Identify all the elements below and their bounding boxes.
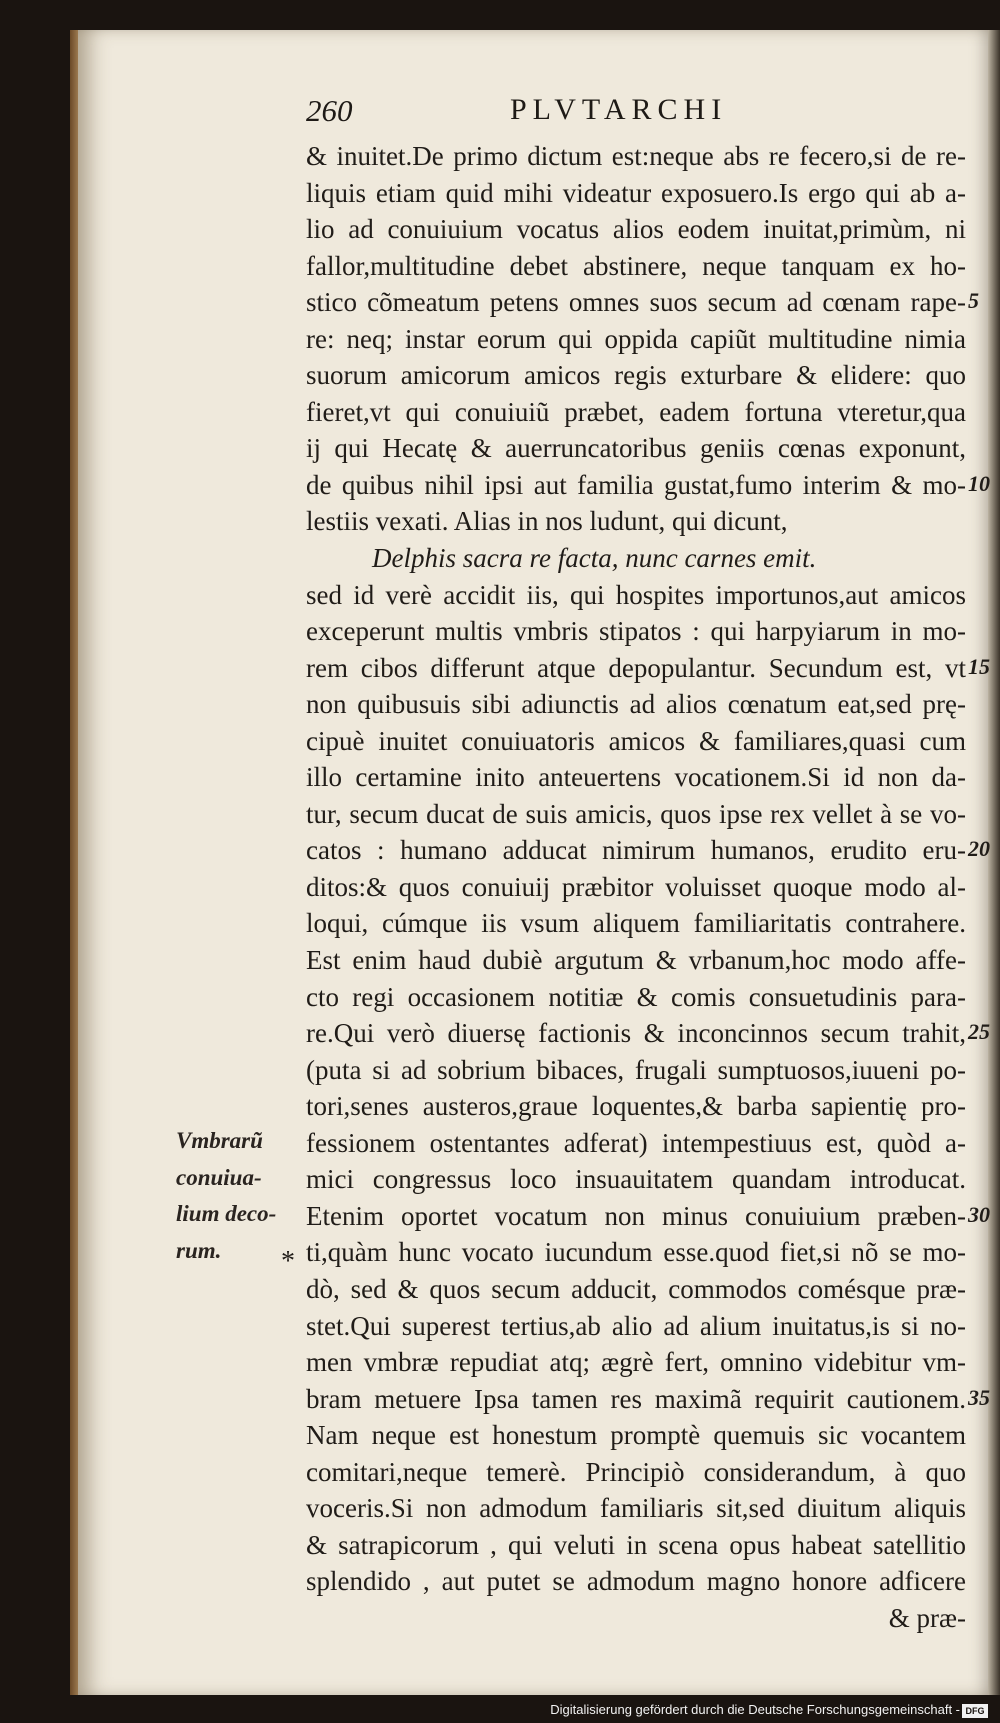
- text-line: cipuè inuitet conuiuatoris amicos & familiares,quasi cum: [306, 725, 966, 756]
- body-text: [306, 138, 966, 1636]
- marginal-note-line: Vmbrarũ: [176, 1128, 263, 1153]
- text-line: stet.Qui superest tertius,ab alio ad alium inuitatus,is si no-: [306, 1310, 966, 1341]
- text-line: re.Qui verò diuersę factionis & inconcinnos secum trahit,: [306, 1018, 966, 1049]
- line-number: 5: [968, 288, 979, 314]
- dfg-logo: DFG: [962, 1704, 988, 1718]
- marginal-note-line: rum.: [176, 1237, 222, 1263]
- text-line: ti,quàm hunc vocato iucundum esse.quod fiet,si nõ se mo-: [306, 1237, 966, 1268]
- text-line: (puta si ad sobrium bibaces, frugali sumptuosos,iuueni po-: [306, 1054, 966, 1085]
- text-line: Est enim haud dubiè argutum & vrbanum,hoc modo affe-: [306, 945, 966, 976]
- line-number: 15: [968, 653, 990, 679]
- text-line: Etenim oportet vocatum non minus conuiuium præben-: [306, 1200, 966, 1231]
- line-number: 10: [968, 470, 990, 496]
- marginal-note-line: lium deco-: [176, 1201, 277, 1227]
- footer-text: Digitalisierung gefördert durch die Deutsche Forschungsgemeinschaft -: [550, 1702, 960, 1717]
- text-line: suorum amicorum amicos regis exturbare & elidere: quo: [306, 360, 966, 391]
- text-line: tur, secum ducat de suis amicis, quos ipse rex vellet à se vo-: [306, 798, 966, 829]
- line-number: 20: [968, 836, 990, 862]
- text-line: illo certamine inito anteuertens vocationem.Si id non da-: [306, 762, 966, 793]
- text-line: liquis etiam quid mihi videatur exposuero.Is ergo qui ab a-: [306, 177, 966, 208]
- text-line: men vmbræ repudiat atq; ægrè fert, omnino videbitur vm-: [306, 1347, 966, 1378]
- text-line: loqui, cúmque iis vsum aliquem familiaritatis contrahere.: [306, 908, 966, 939]
- page-number: 260: [306, 93, 353, 128]
- text-line: ij qui Hecatę & auerruncatoribus geniis cœnas exponunt,: [306, 433, 966, 464]
- text-line: & satrapicorum , qui veluti in scena opus habeat satellitio: [306, 1529, 966, 1560]
- text-line: bram metuere Ipsa tamen res maximã requirit cautionem.: [306, 1383, 966, 1414]
- line-number: 30: [968, 1201, 990, 1227]
- text-line: catos : humano adducat nimirum humanos, erudito eru-: [306, 835, 966, 866]
- text-line: voceris.Si non admodum familiaris sit,sed diuitum aliquis: [306, 1493, 966, 1524]
- page-header: [0, 93, 1000, 133]
- text-line: non quibusuis sibi adiunctis ad alios cœnatum eat,sed prę-: [306, 689, 966, 720]
- marginal-note-line: conuiua-: [176, 1164, 262, 1190]
- text-line: re: neq; instar eorum qui oppida capiũt multitudine nimia: [306, 323, 966, 354]
- text-line: de quibus nihil ipsi aut familia gustat,fumo interim & mo-: [306, 469, 966, 500]
- line-number: 25: [968, 1019, 990, 1045]
- line-number: 35: [968, 1384, 990, 1410]
- text-line: Delphis sacra re facta, nunc carnes emit.: [372, 543, 817, 574]
- text-line: lio ad conuiuium vocatus alios eodem inuitat,primùm, ni: [306, 214, 966, 245]
- text-line: sed id verè accidit iis, qui hospites importunos,aut amicos: [306, 579, 966, 610]
- text-line: splendido , aut putet se admodum magno honore adficere: [306, 1566, 966, 1597]
- running-head: PLVTARCHI: [510, 93, 728, 126]
- page-edge: [988, 30, 1000, 1695]
- text-line: comitari,neque temerè. Principiò considerandum, à quo: [306, 1456, 966, 1487]
- text-line: Nam neque est honestum promptè quemuis sic vocantem: [306, 1420, 966, 1451]
- text-line: cto regi occasionem notitiæ & comis consuetudinis para-: [306, 981, 966, 1012]
- text-line: rem cibos differunt atque depopulantur. Secundum est, vt: [306, 652, 966, 683]
- digitization-footer: [0, 1702, 1000, 1722]
- text-line: mici congressus loco insuauitatem quandam introducat.: [306, 1164, 966, 1195]
- text-line: stico cõmeatum petens omnes suos secum ad cœnam rape-: [306, 287, 966, 318]
- text-line: fessionem ostentantes adferat) intempestiuus est, quòd a-: [306, 1127, 966, 1158]
- text-line: tori,senes austeros,graue loquentes,& barba sapientię pro-: [306, 1091, 966, 1122]
- text-line: dò, sed & quos secum adducit, commodos comésque præ-: [306, 1273, 966, 1304]
- text-line: ditos:& quos conuiuij præbitor voluisset quoque modo al-: [306, 871, 966, 902]
- asterisk-mark: *: [281, 1246, 295, 1277]
- text-line: fieret,vt qui conuiuiũ præbet, eadem fortuna vteretur,qua: [306, 396, 966, 427]
- text-line: lestiis vexati. Alias in nos ludunt, qui dicunt,: [306, 506, 788, 537]
- text-line: & inuitet.De primo dictum est:neque abs re fecero,si de re-: [306, 141, 966, 171]
- text-line: fallor,multitudine debet abstinere, neque tanquam ex ho-: [306, 250, 966, 281]
- text-line: exceperunt multis vmbris stipatos : qui harpyiarum in mo-: [306, 616, 966, 647]
- text-line: & præ-: [888, 1602, 966, 1633]
